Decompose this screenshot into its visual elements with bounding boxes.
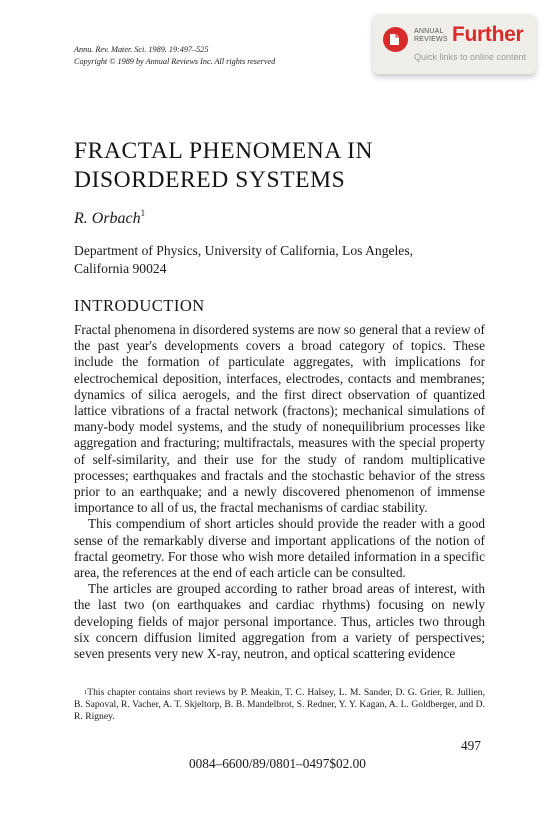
paragraph-1: Fractal phenomena in disordered systems are now so general that a review of the past year's developments covers a broad category of topics. These include the formation of particulate aggregates, with implications for electrochemical deposition, interfaces, electrodes, contacts and membranes; dynamics of silica aerogels, and the first direct observation of quantized lattice vibrations of a fractal network (fractons); mechanical simulations of many-body model systems, and the study of nonequilibrium processes like aggregation and fracturing; multifractals, measures with the special property of self-similarity, and their use for the study of random multiplicative processes; earthquakes and fractals and the stochastic behavior of the stress prior to an earthquake; and a newly discovered phenomenon of immense importance to all of us, the fractal mechanisms of cardiac stability. — [74, 322, 485, 516]
author-footnote-mark: 1 — [140, 208, 146, 218]
title-line-1: FRACTAL PHENOMENA IN — [74, 138, 374, 164]
affiliation-line-2: California 90024 — [74, 260, 167, 276]
page-number: 497 — [461, 738, 481, 753]
annual-reviews-logo-icon — [383, 27, 408, 52]
article-title — [74, 137, 373, 195]
further-links-badge[interactable] — [373, 14, 536, 74]
copyright-notice: Copyright © 1989 by Annual Reviews Inc. All rights reserved — [74, 57, 276, 66]
title-line-2: DISORDERED SYSTEMS — [74, 167, 346, 193]
affiliation-line-1: Department of Physics, University of California, Los Angeles, — [74, 243, 414, 258]
paragraph-3: The articles are grouped according to rather broad areas of interest, with the last two (on earthquakes and cardiac rhythms) focusing on newly developing fields of major personal importance. Thus, articles two through six concern diffusion limited aggregation from a variety of perspectives; seven presents very new X-ray, neutron, and optical scattering evidence — [74, 581, 485, 662]
document-code: 0084–6600/89/0801–0497$02.00 — [189, 756, 366, 771]
body-text — [74, 322, 485, 662]
author-name: R. Orbach$^1$ — [74, 208, 146, 227]
footnote-text: This chapter contains short reviews by P. Meakin, T. C. Halsey, L. M. Sander, D. G. Grier, R. Jullien, B. Sapoval, R. Vacher, A. T. Skjeltorp, B. B. Mandelbrot, S. Redner, Y. Y. Kagan, A. L. Goldberger, and D. R. Rigney. — [74, 687, 485, 723]
journal-citation: Annu. Rev. Mater. Sci. 1989. 19:497–525 — [74, 45, 209, 54]
badge-further-label: Further — [452, 23, 524, 46]
footnote-mark: 1 — [84, 689, 88, 696]
section-heading: INTRODUCTION — [74, 296, 205, 315]
journal-header — [74, 44, 275, 68]
author-affiliation — [74, 242, 413, 277]
badge-annual-reviews: ANNUAL REVIEWS — [414, 28, 448, 43]
paragraph-2: This compendium of short articles should provide the reader with a good sense of the remarkably diverse and important applications of the notion of fractal geometry. For those who wish more detailed information in a specific area, the references at the end of each article can be consulted. — [74, 516, 485, 581]
badge-subtitle: Quick links to online content — [414, 52, 527, 62]
footnote — [74, 687, 485, 724]
